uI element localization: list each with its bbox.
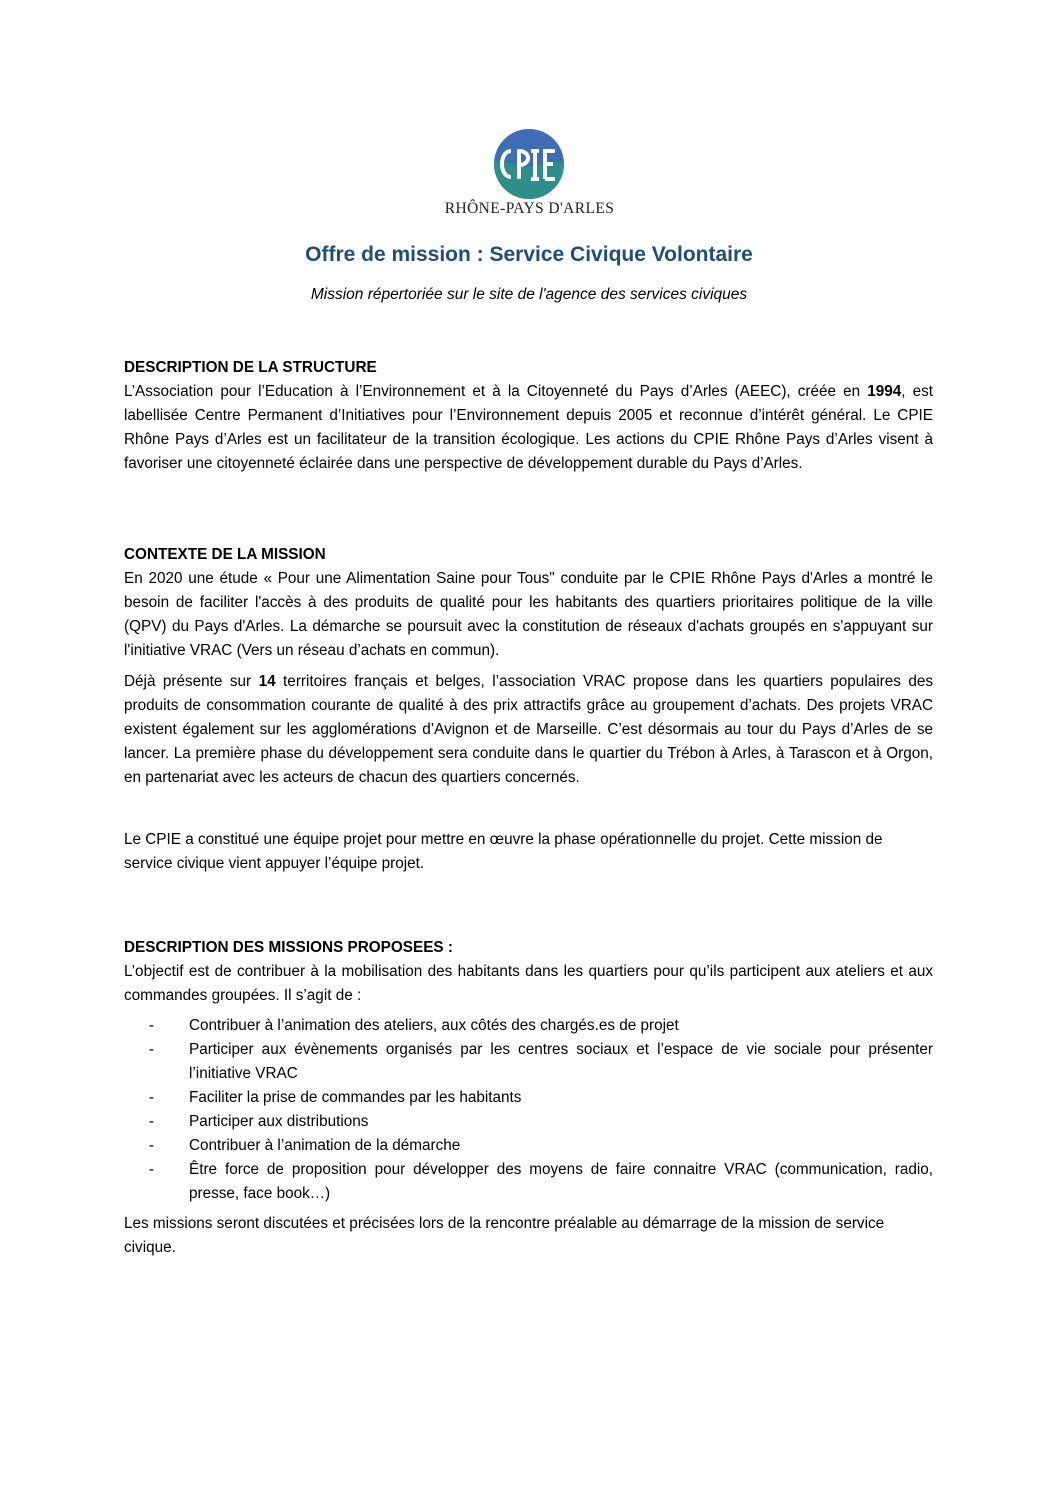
list-item bbox=[124, 1158, 933, 1206]
section-structure bbox=[124, 356, 933, 476]
section-heading-structure: DESCRIPTION DE LA STRUCTURE bbox=[124, 359, 377, 376]
list-item bbox=[124, 1110, 933, 1134]
bullet-dash: - bbox=[149, 1161, 155, 1178]
section-context bbox=[124, 543, 933, 876]
section-missions bbox=[124, 936, 933, 1260]
section-heading-context: CONTEXTE DE LA MISSION bbox=[124, 546, 326, 563]
section-heading-missions: DESCRIPTION DES MISSIONS PROPOSEES : bbox=[124, 939, 453, 956]
context-paragraph-3: Le CPIE a constitué une équipe projet pour mettre en œuvre la phase opérationnelle du projet. Cette mission de service civique vient appuyer l’équipe projet. bbox=[124, 831, 883, 872]
list-item-text: Contribuer à l’animation des ateliers, aux côtés des chargés.es de projet bbox=[189, 1017, 679, 1034]
list-item bbox=[124, 1038, 933, 1086]
cpie-logo bbox=[427, 127, 632, 219]
text-run: , est labellisée Centre Permanent d’Initiatives pour l’Environnement depuis 2005 et reconnue d’intérêt général. Le CPIE Rhône Pays d’Arles est un facilitateur de la transition écologique. Les actions du CPIE Rhône Pays d’Arles visent à favoriser une citoyenneté éclairée dans une perspective de développement durable du Pays d’Arles. bbox=[124, 383, 934, 472]
missions-list bbox=[124, 1014, 933, 1206]
list-item-text: Être force de proposition pour développer des moyens de faire connaitre VRAC (communication, radio, presse, face book…) bbox=[189, 1161, 933, 1202]
context-paragraph-1: En 2020 une étude « Pour une Alimentation Saine pour Tous" conduite par le CPIE Rhône Pays d'Arles a montré le besoin de faciliter l'accès à des produits de qualité pour les habitants des quartiers prioritaires politique de la ville (QPV) du Pays d'Arles. La démarche se poursuit avec la constitution de réseaux d'achats groupés en s'appuyant sur l'initiative VRAC (Vers un réseau d’achats en commun). bbox=[124, 570, 933, 659]
bold-count: 14 bbox=[258, 673, 276, 690]
bullet-dash: - bbox=[149, 1041, 155, 1058]
document-title: Offre de mission : Service Civique Volontaire bbox=[305, 243, 753, 266]
missions-closing: Les missions seront discutées et précisées lors de la rencontre préalable au démarrage de la mission de service civique. bbox=[124, 1215, 885, 1256]
bullet-dash: - bbox=[149, 1089, 155, 1106]
context-paragraph-2 bbox=[124, 670, 933, 790]
bullet-dash: - bbox=[149, 1017, 155, 1034]
list-item bbox=[124, 1014, 933, 1038]
list-item-text: Participer aux distributions bbox=[189, 1113, 369, 1130]
missions-intro: L’objectif est de contribuer à la mobilisation des habitants dans les quartiers pour qu’ils participent aux ateliers et aux commandes groupées. Il s’agit de : bbox=[124, 963, 933, 1004]
bold-year: 1994 bbox=[867, 383, 902, 400]
bullet-dash: - bbox=[149, 1137, 155, 1154]
text-run: Déjà présente sur bbox=[124, 673, 259, 690]
list-item-text: Contribuer à l’animation de la démarche bbox=[189, 1137, 461, 1154]
list-item bbox=[124, 1134, 933, 1158]
cpie-emblem-icon bbox=[427, 127, 632, 199]
text-run: L’Association pour l’Education à l’Environnement et à la Citoyenneté du Pays d’Arles (AEEC), créée en bbox=[124, 383, 868, 400]
text-run: territoires français et belges, l’association VRAC propose dans les quartiers populaires des produits de consommation courante de qualité à des prix attractifs grâce au groupement d’achats. Des projets VRAC existent également sur les agglomérations d’Avignon et de Marseille. C’est désormais au tour du Pays d’Arles de se lancer. La première phase du développement sera conduite dans le quartier du Trébon à Arles, à Tarascon et à Orgon, en partenariat avec les acteurs de chacun des quartiers concernés. bbox=[124, 673, 933, 786]
list-item bbox=[124, 1086, 933, 1110]
logo-caption: RHÔNE-PAYS D'ARLES bbox=[444, 200, 615, 217]
bullet-dash: - bbox=[149, 1113, 155, 1130]
structure-paragraph bbox=[124, 380, 933, 476]
list-item-text: Participer aux évènements organisés par les centres sociaux et l’espace de vie sociale pour présenter l’initiative VRAC bbox=[189, 1041, 933, 1082]
list-item-text: Faciliter la prise de commandes par les habitants bbox=[189, 1089, 522, 1106]
document-subtitle: Mission répertoriée sur le site de l'agence des services civiques bbox=[310, 286, 748, 303]
